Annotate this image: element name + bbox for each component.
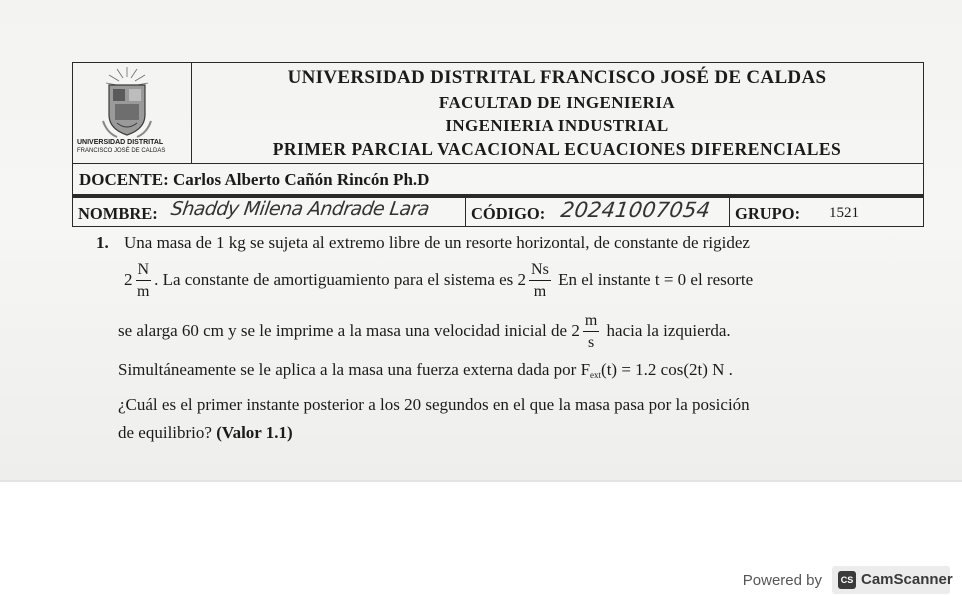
rigidity-coef: 2 [124,269,133,289]
force-text: Simultáneamente se le aplica a la masa una fuerza externa dada por [118,360,577,379]
stretch-text: se alarga 60 cm y se le imprime a la masa una velocidad inicial de [118,320,568,340]
question-value: (Valor 1.1) [216,423,293,442]
problem-line-5: ¿Cuál es el primer instante posterior a los 20 segundos en el que la masa pasa por la posición [118,395,750,414]
camscanner-logo-icon: CS [838,571,856,589]
powered-by-text: Powered by [742,572,822,589]
logo-caption-2: FRANCISCO JOSÉ DE CALDAS [77,148,166,154]
question-number: 1. [96,233,109,252]
velocity-coef: 2 [571,320,580,340]
exam-title: PRIMER PARCIAL VACACIONAL ECUACIONES DIFERENCIALES [272,139,842,159]
problem-line-3 [118,313,731,351]
nombre-label: NOMBRE: [78,204,158,223]
direction-text: hacia la izquierda. [606,320,731,340]
codigo-cell [465,198,730,226]
damping-unit [529,262,551,300]
exam-header [72,62,924,164]
grupo-cell [729,198,923,226]
problem-line-4 [118,360,733,380]
student-info-row [72,195,924,227]
camscanner-brand: CamScanner [861,571,953,588]
logo-cell [73,63,192,163]
grupo-label: GRUPO: [735,204,801,223]
docente-row [72,163,924,195]
velocity-unit-den: s [587,334,595,351]
codigo-label: CÓDIGO: [471,204,546,223]
logo-caption-1: UNIVERSIDAD DISTRITAL [77,139,164,146]
problem-line-6 [118,423,293,443]
university-title: UNIVERSIDAD DISTRITAL FRANCISCO JOSÉ DE CALDAS [287,67,827,88]
program-title: INGENIERIA INDUSTRIAL [445,116,669,135]
damping-text: . La constante de amortiguamiento para el sistema es [154,269,514,289]
equilibrium-text: de equilibrio? [118,423,212,442]
docente-value: Carlos Alberto Cañón Rincón Ph.D [172,170,430,189]
nombre-cell [73,198,466,226]
problem-line-1: Una masa de 1 kg se sujeta al extremo libre de un resorte horizontal, de constante de rigidez [124,233,750,252]
header-titles [191,63,923,163]
velocity-unit-num: m [583,313,599,332]
velocity-unit [583,313,599,351]
camscanner-badge [832,566,953,594]
force-subscript: ext [590,370,602,380]
nombre-handwritten: Shaddy Milena Andrade Lara [169,198,431,220]
rigidity-unit [136,262,152,300]
damping-unit-den: m [533,283,547,300]
grupo-value: 1521 [829,205,859,221]
rigidity-unit-num: N [136,262,152,281]
force-symbol: F [580,360,591,379]
damping-unit-num: Ns [529,262,551,281]
force-formula: (t) = 1.2 cos(2t) N . [601,360,733,379]
problem-line-2 [124,262,753,300]
instant-text: En el instante t = 0 el resorte [558,269,754,289]
faculty-title: FACULTAD DE INGENIERIA [438,93,676,112]
docente-label: DOCENTE: [79,170,169,189]
rigidity-unit-den: m [137,283,150,300]
damping-coef: 2 [517,269,527,289]
codigo-handwritten: 20241007054 [559,198,712,222]
